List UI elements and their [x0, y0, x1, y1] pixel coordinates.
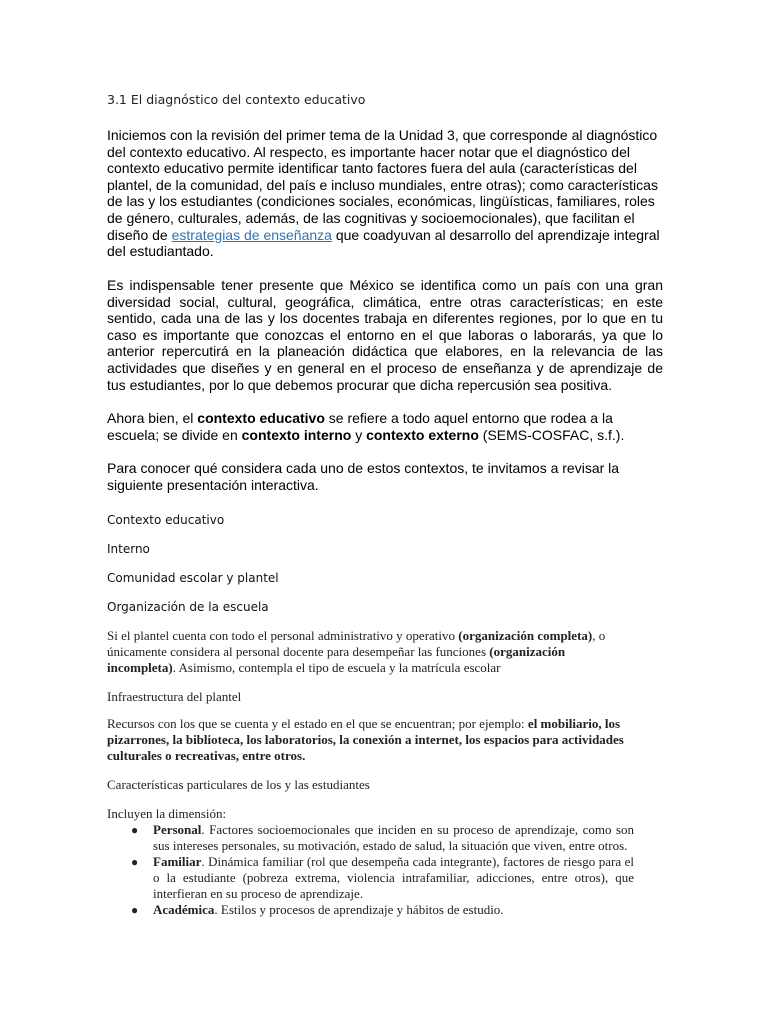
label-comunidad-escolar: Comunidad escolar y plantel: [107, 571, 279, 585]
list-item: [107, 902, 634, 918]
def-text-1: Ahora bien, el: [107, 410, 198, 426]
intro-text-before-link: Iniciemos con la revisión del primer tema de la Unidad 3, que corresponde al diagnóstico del contexto educativo. Al respecto, es importante hacer notar que el diagnóstico del contexto educativo permite identificar tanto factores fuera del aula (características del plantel, de la comunidad, del país e incluso mundiales, entre otras); como características de las y los estudiantes (condiciones sociales, económicas, lingüísticas, familiares, roles de género, culturales, además, de las cognitivas y socioemocionales), que facilitan el diseño de: [107, 127, 658, 243]
infra-bold-examples: el mobiliario, los pizarrones, la biblioteca, los laboratorios, la conexión a internet, los espacios para actividades culturales o recreativas, entre otros.: [107, 716, 624, 763]
incluyen-dimension: Incluyen la dimensión:: [107, 806, 227, 821]
list-item-bold: Académica: [153, 902, 215, 917]
intro-paragraph: [107, 127, 663, 260]
def-bold-contexto-educativo: contexto educativo: [197, 410, 325, 426]
org-bold-incompleta: (organización incompleta): [107, 644, 566, 675]
org-text-2: , o únicamente considera al personal docente para desempeñar las funciones: [107, 628, 606, 659]
intro-text-after-link: que coadyuvan al desarrollo del aprendizaje integral del estudiantado.: [107, 226, 660, 260]
def-text-4: (SEMS-COSFAC, s.f.).: [478, 426, 625, 443]
list-item-text: . Dinámica familiar (rol que desempeña cada integrante), factores de riesgo para el o la estudiante (pobreza extrema, violencia intrafamiliar, adicciones, entre otros), que interfieran en su proceso de aprendizaje.: [153, 854, 634, 901]
infraestructura-title: Infraestructura del plantel: [107, 689, 242, 704]
invitation-paragraph: Para conocer qué considera cada uno de estos contextos, te invitamos a revisar la siguiente presentación interactiva.: [107, 460, 620, 493]
org-bold-completa: (organización completa): [458, 628, 593, 643]
list-item-bold: Familiar: [153, 854, 202, 869]
estrategias-link[interactable]: estrategias de enseñanza: [171, 226, 332, 243]
list-item: [107, 854, 634, 902]
def-text-3: y: [351, 426, 367, 443]
contexto-definition-paragraph: [107, 410, 663, 443]
org-text-3: . Asimismo, contempla el tipo de escuela y la matrícula escolar: [172, 660, 501, 675]
list-item-text: . Estilos y procesos de aprendizaje y hábitos de estudio.: [214, 902, 504, 917]
def-bold-contexto-externo: contexto externo: [366, 426, 479, 443]
dimension-list: [107, 822, 634, 918]
def-bold-contexto-interno: contexto interno: [241, 426, 352, 443]
org-text-1: Si el plantel cuenta con todo el personal administrativo y operativo: [107, 628, 459, 643]
section-heading: 3.1 El diagnóstico del contexto educativo: [107, 92, 366, 107]
caracteristicas-title: Características particulares de los y las estudiantes: [107, 777, 370, 792]
bullet-icon: ●: [131, 903, 139, 917]
list-item: [107, 822, 634, 854]
label-organizacion: Organización de la escuela: [107, 600, 269, 614]
infraestructura-description: [107, 716, 634, 764]
infra-text-1: Recursos con los que se cuenta y el estado en el que se encuentran; por ejemplo:: [107, 716, 528, 731]
organizacion-description: [107, 628, 634, 676]
mexico-paragraph: Es indispensable tener presente que México se identifica como un país con una gran diversidad social, cultural, geográfica, climática, entre otras características; en este sentido, cada una de las y los docentes trabaja en diferentes regiones, por lo que en tu caso es importante que conozcas el entorno en el que laboras o laborarás, ya que lo anterior repercutirá en la planeación didáctica que elabores, en la relevancia de las actividades que diseñes y en general en el proceso de enseñanza y de aprendizaje de tus estudiantes, por lo que debemos procurar que dicha repercusión sea positiva.: [107, 277, 663, 393]
label-interno: Interno: [107, 542, 150, 556]
bullet-icon: ●: [131, 855, 139, 869]
bullet-icon: ●: [131, 823, 139, 837]
def-text-2: se refiere a todo aquel entorno que rodea a la escuela; se divide en: [107, 410, 613, 443]
list-item-text: . Factores socioemocionales que inciden en su proceso de aprendizaje, como son sus intereses personales, su motivación, estado de salud, la situación que viven, entre otros.: [153, 822, 634, 853]
list-item-bold: Personal: [153, 822, 202, 837]
label-contexto-educativo: Contexto educativo: [107, 513, 225, 527]
